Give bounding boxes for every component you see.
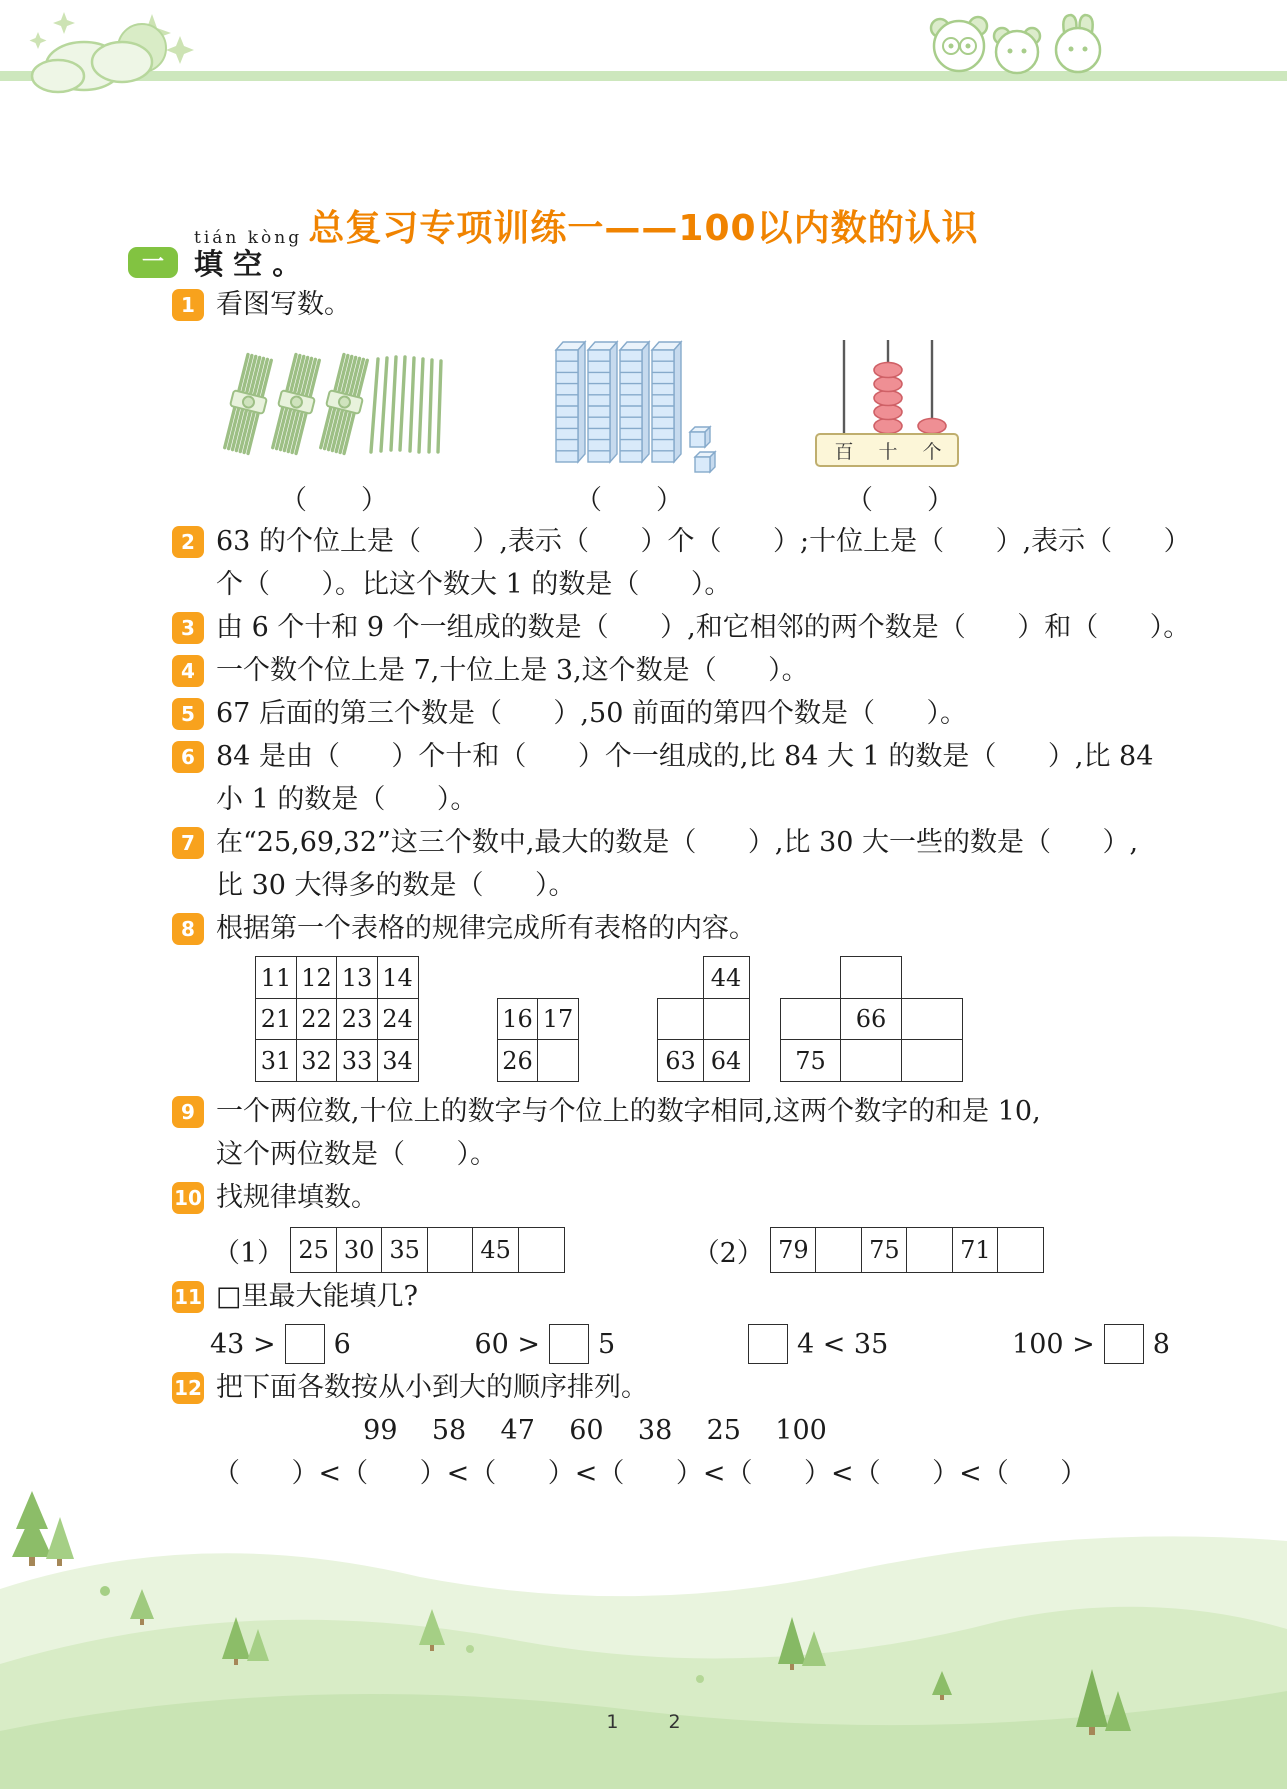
question-8 (172, 907, 1287, 950)
q3-number-badge: 3 (172, 612, 204, 644)
q10-number-badge: 10 (172, 1182, 204, 1214)
q11-item-3-after: 4 < 35 (796, 1328, 889, 1360)
q1-text: 看图写数。 (216, 289, 351, 320)
q11-item-2-before: 60 > (474, 1328, 541, 1360)
cloud-sun-decoration-icon (22, 6, 232, 106)
question-2 (172, 520, 1287, 563)
answer-cell[interactable] (703, 998, 750, 1041)
q11-inequalities (210, 1324, 1170, 1364)
table-cell: 34 (377, 1039, 419, 1082)
section-one-label: 填 空 。 (194, 247, 302, 281)
abacus-label-tens: 十 (878, 441, 898, 463)
footer-number-right: 2 (668, 1711, 681, 1733)
question-9 (172, 1090, 1287, 1133)
table-cell: 63 (657, 1039, 704, 1082)
answer-cell[interactable] (901, 998, 963, 1041)
q7-text-line1: 在“25,69,32”这三个数中,最大的数是（ ）,比 30 大一些的数是（ ）, (216, 827, 1139, 858)
footer-page-numbers (0, 1711, 1287, 1733)
table-cell: 64 (703, 1039, 750, 1082)
q2-number-badge: 2 (172, 526, 204, 558)
table-row (657, 998, 750, 1041)
q11-item-4 (1012, 1324, 1170, 1364)
answer-cell[interactable] (657, 998, 704, 1041)
section-one-header (128, 228, 1287, 281)
q11-item-1-before: 43 > (210, 1328, 276, 1360)
q10-sequence1-strip (290, 1227, 565, 1273)
q11-item-1 (210, 1324, 351, 1364)
base-ten-blocks-illustration (550, 330, 725, 480)
q1-answer-blank-blocks[interactable]: （ ） (575, 485, 683, 516)
q8-tables (255, 956, 1287, 1082)
answer-cell[interactable] (840, 956, 902, 999)
table-cell: 33 (336, 1039, 378, 1082)
q2-text-line1: 63 的个位上是（ ）,表示（ ）个（ ）;十位上是（ ）,表示（ ） (216, 526, 1191, 557)
table-row (657, 1039, 750, 1082)
answer-cell[interactable] (427, 1227, 474, 1273)
answer-cell[interactable] (997, 1227, 1044, 1273)
q1-number-badge: 1 (172, 289, 204, 321)
q11-text-line1: □里最大能填几? (216, 1281, 418, 1312)
q11-item-1-after: 6 (333, 1328, 351, 1360)
table-row (657, 956, 750, 999)
panda-mascots-icon (920, 12, 1110, 76)
q6-number-badge: 6 (172, 741, 204, 773)
q11-item-4-before: 100 > (1012, 1328, 1095, 1360)
q12-answer-line[interactable]: （ ）<（ ）<（ ）<（ ）<（ ）<（ ）<（ ） (213, 1458, 1088, 1489)
q1-answer-blank-abacus[interactable]: （ ） (846, 485, 954, 516)
q7-number-badge: 7 (172, 827, 204, 859)
table-cell: 71 (952, 1227, 999, 1273)
q9-text-line2: 这个两位数是（ ）。 (216, 1139, 497, 1170)
q1-illustrations (130, 330, 1190, 478)
q10-sequence1-label: （1） (213, 1237, 285, 1269)
answer-cell[interactable] (901, 1039, 963, 1082)
q9-text-line1: 一个两位数,十位上的数字与个位上的数字相同,这两个数字的和是 10, (216, 1096, 1041, 1127)
q6-text-line1: 84 是由（ ）个十和（ ）个一组成的,比 84 大 1 的数是（ ）,比 84 (216, 741, 1154, 772)
answer-cell[interactable] (815, 1227, 862, 1273)
question-11 (172, 1275, 1287, 1318)
abacus-label-hundreds: 百 (834, 441, 854, 463)
q8-number-badge: 8 (172, 913, 204, 945)
q8-table-1 (255, 956, 419, 1082)
q11-item-2-after: 5 (598, 1328, 616, 1360)
q11-number-badge: 11 (172, 1281, 204, 1313)
section-one-badge: 一 (128, 247, 178, 278)
q3-text-line1: 由 6 个十和 9 个一组成的数是（ ）,和它相邻的两个数是（ ）和（ ）。 (216, 612, 1191, 643)
table-row (770, 1227, 1045, 1273)
table-cell: 32 (296, 1039, 338, 1082)
question-5 (172, 692, 1287, 735)
q8-table-4 (780, 956, 963, 1082)
q10-sequence2-label: （2） (692, 1237, 764, 1269)
table-cell: 66 (840, 998, 902, 1041)
q1-answer-blanks (130, 478, 1287, 520)
table-cell: 25 (290, 1227, 337, 1273)
answer-cell[interactable] (906, 1227, 953, 1273)
table-cell: 23 (336, 998, 378, 1041)
worksheet-content (0, 228, 1287, 1495)
table-cell: 30 (336, 1227, 383, 1273)
q8-table-2 (497, 998, 580, 1083)
q8-table-3 (657, 956, 750, 1082)
table-cell: 13 (336, 956, 378, 999)
table-cell: 35 (381, 1227, 428, 1273)
table-cell: 79 (770, 1227, 817, 1273)
q10-sequence2-strip (770, 1227, 1045, 1273)
table-row (780, 1039, 963, 1082)
q11-item-2-answer-box[interactable] (549, 1324, 589, 1364)
table-cell: 12 (296, 956, 338, 999)
question-7 (172, 821, 1287, 864)
table-row (255, 956, 419, 999)
question-6 (172, 735, 1287, 778)
q11-item-4-after: 8 (1152, 1328, 1170, 1360)
hills-decoration (0, 1469, 1287, 1789)
q4-text-line1: 一个数个位上是 7,十位上是 3,这个数是（ ）。 (216, 655, 809, 686)
table-cell: 21 (255, 998, 297, 1041)
stick-bundles-illustration (208, 344, 448, 466)
q10-text-line1: 找规律填数。 (216, 1182, 378, 1213)
table-cell: 44 (703, 956, 750, 999)
table-cell: 22 (296, 998, 338, 1041)
table-cell: 45 (472, 1227, 519, 1273)
q6-text-line2: 小 1 的数是（ ）。 (216, 784, 478, 815)
question-4 (172, 649, 1287, 692)
table-row (780, 956, 963, 999)
q2-text-line2: 个（ ）。比这个数大 1 的数是（ ）。 (216, 569, 732, 600)
q8-text-line1: 根据第一个表格的规律完成所有表格的内容。 (216, 913, 756, 944)
table-cell: 26 (497, 1039, 539, 1082)
q12-text-line1: 把下面各数按从小到大的顺序排列。 (216, 1372, 648, 1403)
table-row (497, 998, 580, 1041)
q11-item-3 (739, 1324, 888, 1364)
table-cell: 11 (255, 956, 297, 999)
q9-number-badge: 9 (172, 1096, 204, 1128)
abacus-label-ones: 个 (922, 441, 942, 463)
q5-text-line1: 67 后面的第三个数是（ ）,50 前面的第四个数是（ ）。 (216, 698, 967, 729)
table-row (255, 1039, 419, 1082)
table-cell: 16 (497, 998, 539, 1041)
q12-number-badge: 12 (172, 1372, 204, 1404)
answer-cell[interactable] (518, 1227, 565, 1273)
answer-cell[interactable] (780, 998, 842, 1041)
table-row (497, 1039, 580, 1082)
q12-number-list: 99 58 47 60 38 25 100 (363, 1415, 827, 1446)
question-12 (172, 1366, 1287, 1409)
question-3 (172, 606, 1287, 649)
question-10 (172, 1176, 1287, 1219)
answer-cell[interactable] (840, 1039, 902, 1082)
table-row (780, 998, 963, 1041)
footer-number-left: 1 (606, 1711, 619, 1733)
table-cell: 75 (861, 1227, 908, 1273)
table-cell: 14 (377, 956, 419, 999)
q11-item-4-answer-box[interactable] (1104, 1324, 1144, 1364)
table-cell: 17 (537, 998, 579, 1041)
table-cell: 75 (780, 1039, 842, 1082)
table-row (290, 1227, 565, 1273)
question-1 (172, 283, 1287, 326)
page-title: 总复习专项训练一——100以内数的认识 (308, 208, 979, 250)
q11-item-2 (474, 1324, 615, 1364)
table-row (255, 998, 419, 1041)
q1-answer-blank-sticks[interactable]: （ ） (280, 485, 388, 516)
q11-item-3-answer-box[interactable] (748, 1324, 788, 1364)
table-cell: 31 (255, 1039, 297, 1082)
q7-text-line2: 比 30 大得多的数是（ ）。 (216, 870, 576, 901)
abacus-illustration (812, 334, 962, 474)
table-cell: 24 (377, 998, 419, 1041)
q4-number-badge: 4 (172, 655, 204, 687)
pinyin-label: tián kòng (194, 228, 303, 248)
q5-number-badge: 5 (172, 698, 204, 730)
q10-sequences (213, 1227, 1287, 1273)
answer-cell[interactable] (537, 1039, 579, 1082)
q11-item-1-answer-box[interactable] (285, 1324, 325, 1364)
